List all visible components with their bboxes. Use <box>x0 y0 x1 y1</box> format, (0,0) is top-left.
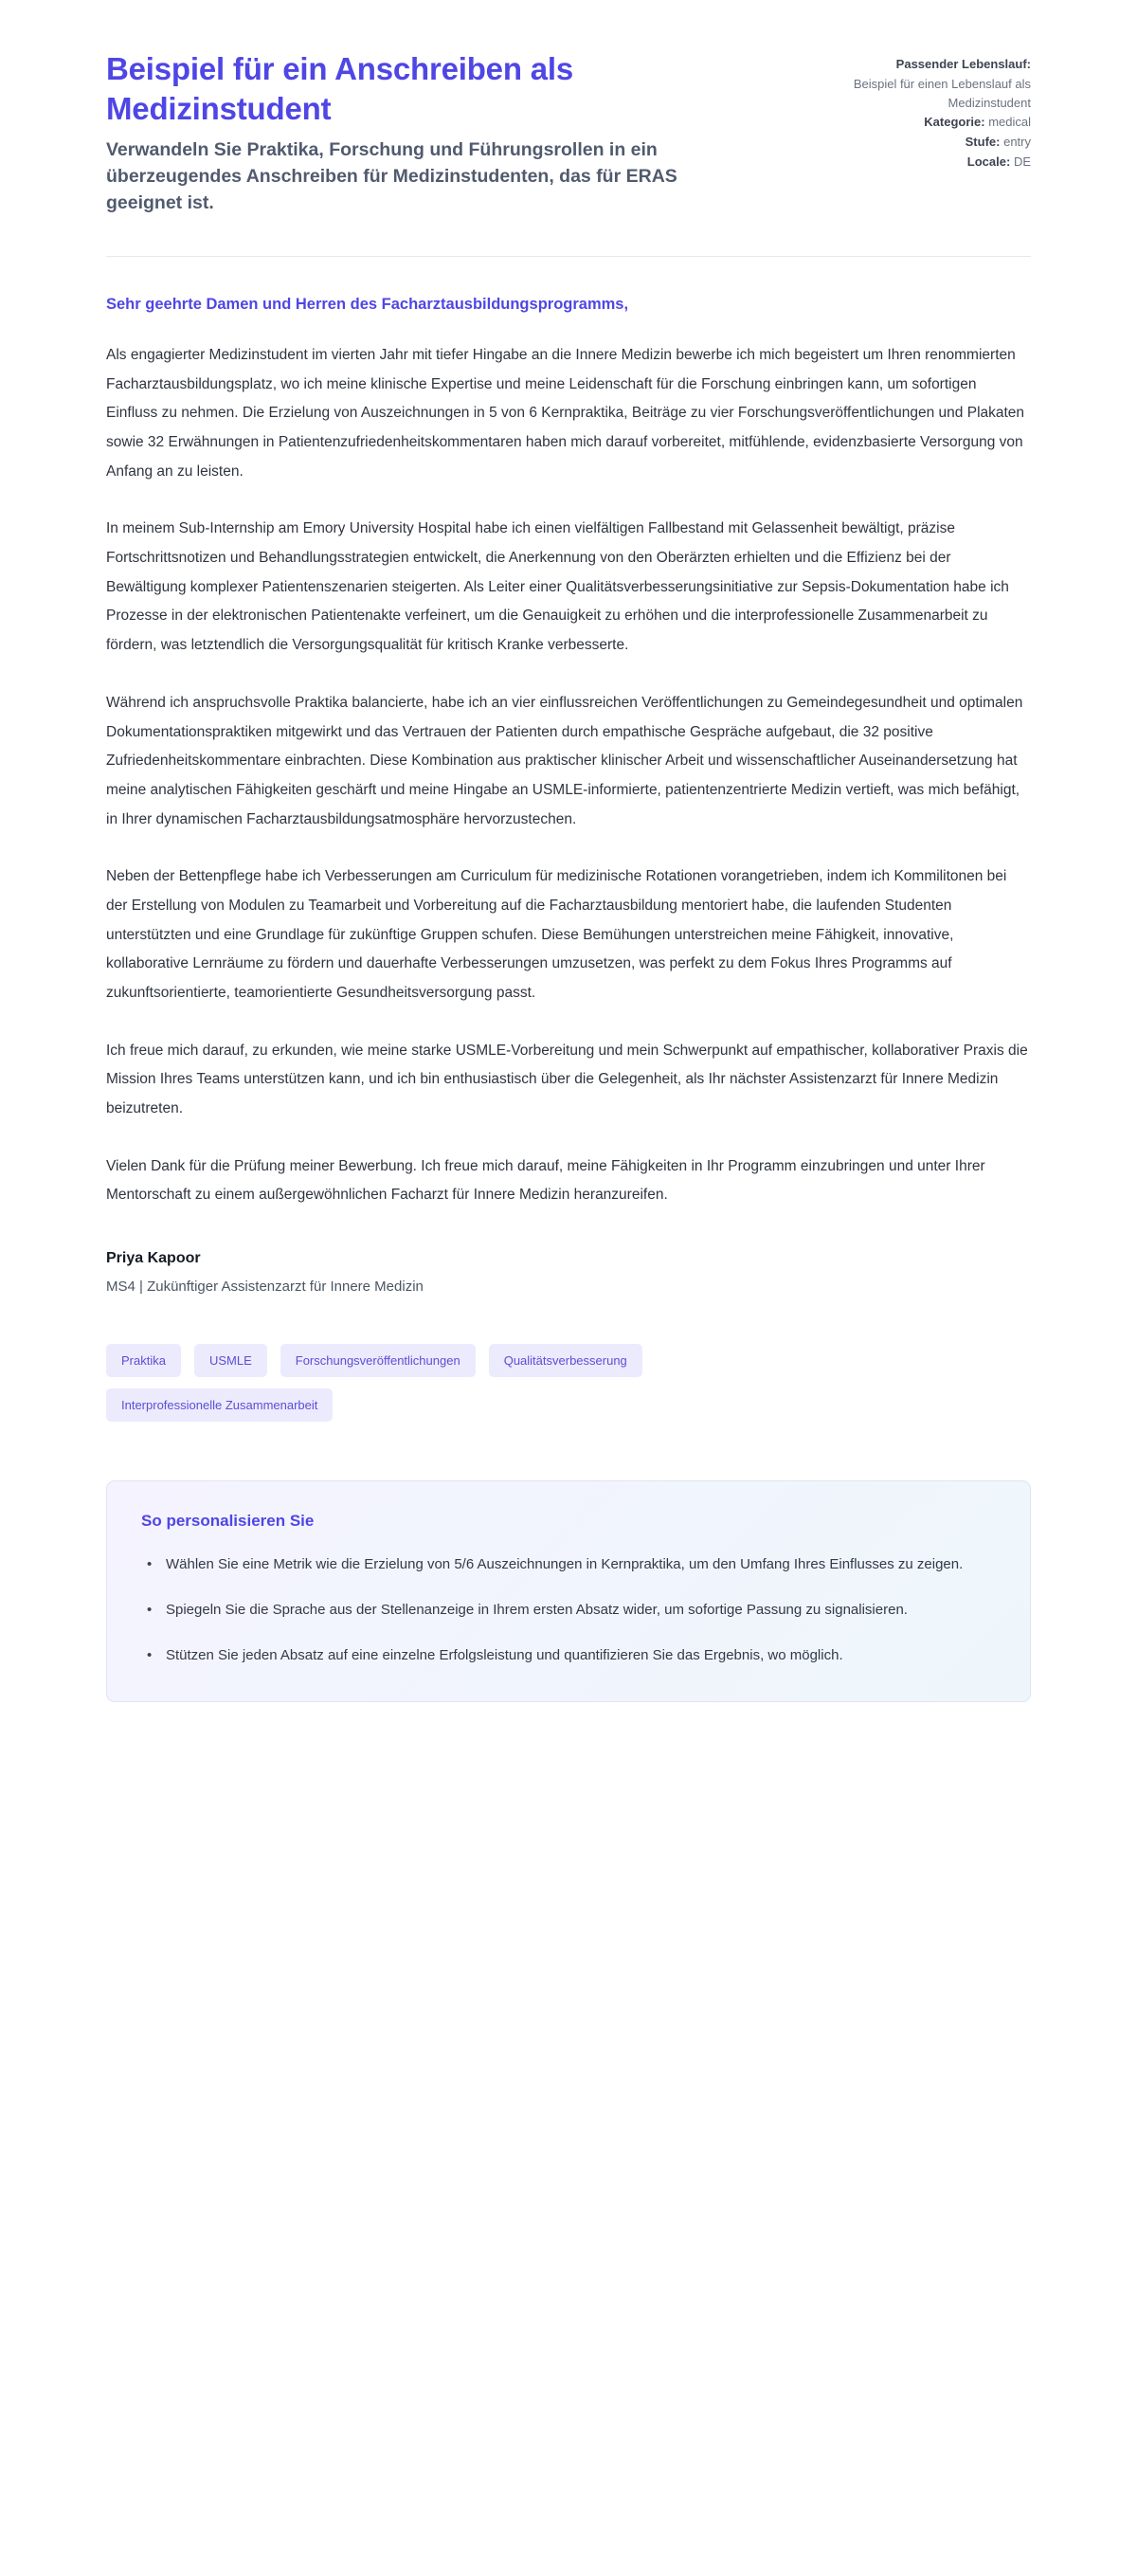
letter-signature <box>106 1250 1031 1295</box>
letter-paragraph: Ich freue mich darauf, zu erkunden, wie meine starke USMLE-Vorbereitung und mein Schwerpunkt auf empathischer, kollaborativer Praxis die Mission Ihres Teams unterstützen kann, und ich bin enthusiastisch über die Gelegenheit, als Ihr nächster Assistenzarzt für Innere Medizin beizutreten. <box>106 1042 1028 1117</box>
meta-level-value: entry <box>1003 135 1031 149</box>
meta-category-label: Kategorie: <box>924 115 985 130</box>
tag-chip[interactable]: Praktika <box>106 1344 181 1377</box>
signature-name: Priya Kapoor <box>106 1250 201 1267</box>
meta-matching-resume <box>794 55 1031 74</box>
meta-locale-label: Locale: <box>966 154 1011 169</box>
tips-list-item: • Stützen Sie jeden Absatz auf eine einzelne Erfolgsleistung und quantifizieren Sie das Ergebnis, wo möglich. <box>141 1642 996 1669</box>
meta-matching-resume-value: Beispiel für einen Lebenslauf als Medizinstudent <box>853 76 1031 110</box>
personalization-tips-card <box>106 1480 1031 1702</box>
letter-paragraph: Als engagierter Medizinstudent im vierten Jahr mit tiefer Hingabe an die Innere Medizin bewerbe ich mich begeistert um Ihren renommierten Facharztausbildungsplatz, wo ich meine klinische Expertise und meine Leidenschaft für die Forschung einbringen kann, um sofortigen Einfluss zu nehmen. Die Erzielung von Auszeichnungen in 5 von 6 Kernpraktika, Beiträge zu vier Forschungsveröffentlichungen und Plakaten sowie 32 Erwähnungen in Patientenzufriedenheitskommentaren haben mich darauf vorbereitet, mitfühlende, evidenzbasierte Versorgung von Anfang an zu leisten. <box>106 346 1025 480</box>
tips-list-item: • Spiegeln Sie die Sprache aus der Stellenanzeige in Ihrem ersten Absatz wider, um sofortige Passung zu signalisieren. <box>141 1597 996 1624</box>
tips-list <box>141 1551 996 1669</box>
cover-letter-body <box>106 257 1031 1295</box>
letter-paragraph: Neben der Bettenpflege habe ich Verbesserungen am Curriculum für medizinische Rotationen vorangetrieben, indem ich Kommilitonen bei der Erstellung von Modulen zu Teamarbeit und Vorbereitung auf die Facharztausbildung mentoriert habe, die laufenden Studenten unterstützten und eine Grundlage für zukünftige Gruppen schufen. Diese Bemühungen unterstreichen meine Fähigkeit, innovative, kollaborative Lernräume zu fördern und dauerhafte Verbesserungen umzusetzen, was perfekt zu dem Fokus Ihres Programms auf zukunftsorientierte, teamorientierte Gesundheitsversorgung passt. <box>106 868 1007 1002</box>
letter-paragraph: Vielen Dank für die Prüfung meiner Bewerbung. Ich freue mich darauf, meine Fähigkeiten in Ihr Programm einzubringen und unter Ihrer Mentorschaft zu einem außergewöhnlichen Facharzt für Innere Medizin heranzureifen. <box>106 1157 985 1204</box>
tips-list-item: • Wählen Sie eine Metrik wie die Erzielung von 5/6 Auszeichnungen in Kernpraktika, um den Umfang Ihres Einflusses zu zeigen. <box>141 1551 996 1578</box>
letter-paragraph: Während ich anspruchsvolle Praktika balancierte, habe ich an vier einflussreichen Veröffentlichungen zu Gemeindegesundheit und optimalen Dokumentationspraktiken mitgewirkt und das Vertrauen der Patienten durch empathische Gespräche aufgebaut, die 32 positive Zufriedenheitskommentare einbrachten. Diese Kombination aus praktischer klinischer Arbeit und wissenschaftlicher Auseinandersetzung hat meine analytischen Fähigkeiten geschärft und meine Hingabe an USMLE-informierte, patientenzentrierte Medizin vertieft, was mich befähigt, in Ihrer dynamischen Facharztausbildungsatmosphäre hervorzustechen. <box>106 694 1023 827</box>
page-title: Beispiel für ein Anschreiben als Medizinstudent <box>106 51 574 126</box>
meta-matching-resume-label: Passender Lebenslauf: <box>895 57 1031 71</box>
meta-level <box>794 133 1031 152</box>
header-left-column <box>106 49 756 216</box>
meta-matching-resume-value-row <box>794 75 1031 113</box>
header-metadata <box>794 49 1031 172</box>
meta-locale-value: DE <box>1013 154 1031 169</box>
meta-category-value: medical <box>988 115 1031 130</box>
meta-category <box>794 113 1031 132</box>
tag-list <box>106 1344 864 1422</box>
page-subtitle: Verwandeln Sie Praktika, Forschung und Führungsrollen in ein überzeugendes Anschreiben für Medizinstudenten, das für ERAS geeignet ist. <box>106 139 677 213</box>
tag-chip[interactable]: USMLE <box>194 1344 267 1377</box>
letter-salutation: Sehr geehrte Damen und Herren des Facharztausbildungsprogramms, <box>106 296 629 314</box>
signature-role: MS4 | Zukünftiger Assistenzarzt für Innere Medizin <box>106 1279 424 1296</box>
tag-chip[interactable]: Interprofessionelle Zusammenarbeit <box>106 1388 333 1422</box>
document-header <box>106 49 1031 216</box>
tag-chip[interactable]: Forschungsveröffentlichungen <box>280 1344 476 1377</box>
tips-title: So personalisieren Sie <box>141 1512 315 1531</box>
tag-chip[interactable]: Qualitätsverbesserung <box>489 1344 642 1377</box>
meta-locale <box>794 153 1031 172</box>
meta-level-label: Stufe: <box>965 135 1001 149</box>
letter-paragraph: In meinem Sub-Internship am Emory University Hospital habe ich einen vielfältigen Fallbestand mit Gelassenheit bewältigt, präzise Fortschrittsnotizen und Behandlungsstrategien entwickelt, die Anerkennung von den Oberärzten erhielten und die Effizienz bei der Bewältigung komplexer Patientenszenarien steigerten. Als Leiter einer Qualitätsverbesserungsinitiative zur Sepsis-Dokumentation habe ich Prozesse in der elektronischen Patientenakte verfeinert, um die Genauigkeit zu erhöhen und die interprofessionelle Zusammenarbeit zu fördern, was letztendlich die Versorgungsqualität für kritisch Kranke verbesserte. <box>106 520 1009 654</box>
